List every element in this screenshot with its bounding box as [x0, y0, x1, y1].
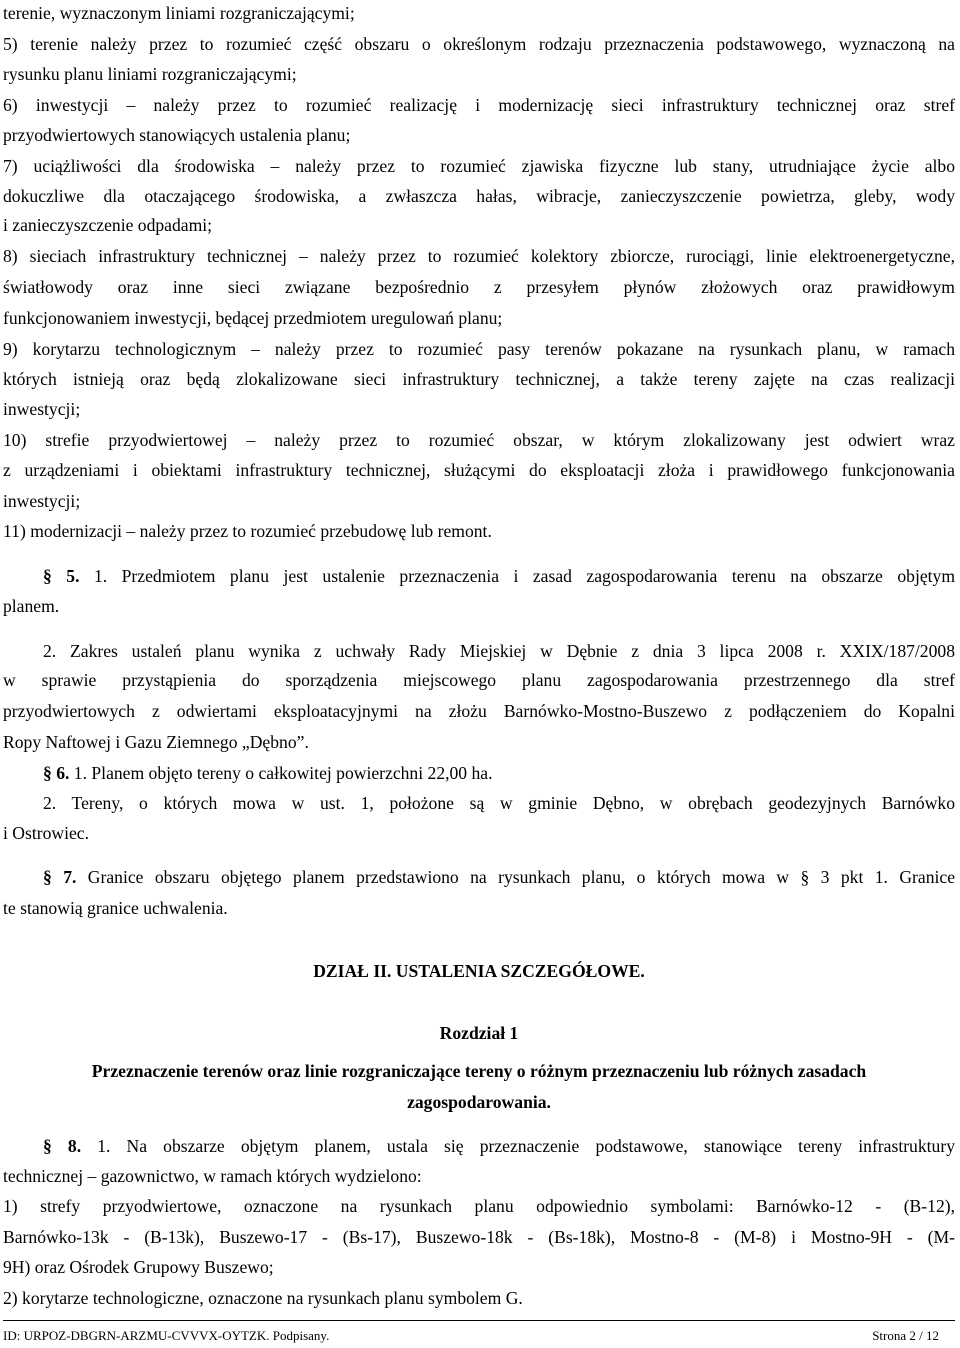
section-5-text: 1. Przedmiotem planu jest ustalenie przeznaczenia i zasad zagospodarowania terenu na obszarze objętym: [93, 566, 956, 586]
text-line: 10) strefie przyodwiertowej – należy przez to rozumieć obszar, w którym zlokalizowany jest odwiert wraz: [3, 430, 955, 450]
text-line: z urządzeniami i obiektami infrastruktury technicznej, służącymi do eksploatacji złoża i prawidłowego funkcjonowania: [3, 460, 955, 480]
rozdzial-heading: Rozdział 1: [439, 1023, 519, 1043]
section-8-text: 1. Na obszarze objętym planem, ustala się przeznaczenie podstawowe, stanowiące tereny infrastruktury: [97, 1136, 955, 1156]
text-line: których istnieją oraz będą zlokalizowane sieci infrastruktury technicznej, a także tereny zajęte na czas realizacji: [3, 369, 955, 389]
text-line: funkcjonowaniem inwestycji, będącej przedmiotem uregulowań planu;: [3, 308, 503, 328]
text-line: 5) terenie należy przez to rozumieć część obszaru o określonym rodzaju przeznaczenia podstawowego, wyznaczoną na: [3, 34, 955, 54]
text-line: 7) uciążliwości dla środowiska – należy przez to rozumieć zjawiska fizyczne lub stany, utrudniające życie albo: [3, 156, 955, 176]
rozdzial-title: zagospodarowania.: [407, 1092, 551, 1112]
text-line: 1) strefy przyodwiertowe, oznaczone na rysunkach planu odpowiednio symbolami: Barnówko-12 - (B-12),: [3, 1196, 955, 1216]
text-line: 8) sieciach infrastruktury technicznej – należy przez to rozumieć kolektory zbiorcze, rurociągi, linie elektroenergetyczne,: [3, 246, 955, 266]
text-line: inwestycji;: [3, 491, 81, 511]
text-line: terenie, wyznaczonym liniami rozgraniczającymi;: [3, 3, 355, 23]
text-line: Barnówko-13k - (B-13k), Buszewo-17 - (Bs-17), Buszewo-18k - (Bs-18k), Mostno-8 - (M-8) i Mostno-9H - (M-: [3, 1227, 955, 1247]
text-line: przyodwiertowych stanowiących ustalenia planu;: [3, 125, 351, 145]
text-line: inwestycji;: [3, 399, 81, 419]
dzial-heading: DZIAŁ II. USTALENIA SZCZEGÓŁOWE.: [313, 961, 645, 981]
section-8-line: [3, 1135, 955, 1157]
text-line: światłowody oraz inne sieci związane bezpośrednio z przesyłem płynów złożowych oraz prawidłowym: [3, 277, 955, 297]
text-line: 2. Zakres ustaleń planu wynika z uchwały Rady Miejskiej w Dębnie z dnia 3 lipca 2008 r. XXIX/187/2008: [43, 641, 955, 661]
section-7-line: [3, 866, 955, 888]
section-7-text: Granice obszaru objętego planem przedstawiono na rysunkach planu, o których mowa w § 3 pkt 1. Granice: [87, 867, 956, 887]
section-6-mark: § 6.: [43, 763, 70, 783]
text-line: 2) korytarze technologiczne, oznaczone na rysunkach planu symbolem G.: [3, 1288, 523, 1308]
rozdzial-title: Przeznaczenie terenów oraz linie rozgraniczające tereny o różnym przeznaczeniu lub różnych zasadach: [91, 1061, 867, 1081]
section-6-line: [3, 762, 960, 784]
section-7-mark: § 7.: [43, 867, 77, 887]
footer-divider: [3, 1320, 955, 1321]
footer-page-number: Strona 2 / 12: [872, 1328, 939, 1343]
text-line: dokuczliwe dla otaczającego środowiska, a zwłaszcza hałas, wibracje, zanieczyszczenie powietrza, gleby, wody: [3, 186, 955, 206]
text-line: przyodwiertowych z odwiertami eksploatacyjnymi na złożu Barnówko-Mostno-Buszewo z podłączeniem do Kopalni: [3, 701, 955, 721]
footer-document-id: ID: URPOZ-DBGRN-ARZMU-CVVVX-OYTZK. Podpisany.: [3, 1328, 330, 1343]
text-line: 6) inwestycji – należy przez to rozumieć realizację i modernizację sieci infrastruktury technicznej oraz stref: [3, 95, 955, 115]
text-line: 2. Tereny, o których mowa w ust. 1, położone są w gminie Dębno, w obrębach geodezyjnych Barnówko: [43, 793, 955, 813]
text-line: Ropy Naftowej i Gazu Ziemnego „Dębno”.: [3, 732, 309, 752]
text-line: planem.: [3, 596, 60, 616]
text-line: 11) modernizacji – należy przez to rozumieć przebudowę lub remont.: [3, 521, 492, 541]
text-line: i Ostrowiec.: [3, 823, 89, 843]
text-line: 9H) oraz Ośrodek Grupowy Buszewo;: [3, 1257, 274, 1277]
text-line: 9) korytarzu technologicznym – należy przez to rozumieć pasy terenów pokazane na rysunkach planu, w ramach: [3, 339, 955, 359]
text-line: technicznej – gazownictwo, w ramach których wydzielono:: [3, 1166, 422, 1186]
text-line: w sprawie przystąpienia do sporządzenia miejscowego planu zagospodarowania przestrzennego dla stref: [3, 670, 955, 690]
section-8-mark: § 8.: [43, 1136, 82, 1156]
text-line: i zanieczyszczenie odpadami;: [3, 215, 213, 235]
text-line: te stanowią granice uchwalenia.: [3, 898, 228, 918]
section-5-line: [3, 565, 955, 587]
text-line: rysunku planu liniami rozgraniczającymi;: [3, 64, 297, 84]
section-6-text: 1. Planem objęto tereny o całkowitej powierzchni 22,00 ha.: [73, 763, 493, 783]
section-5-mark: § 5.: [43, 566, 80, 586]
